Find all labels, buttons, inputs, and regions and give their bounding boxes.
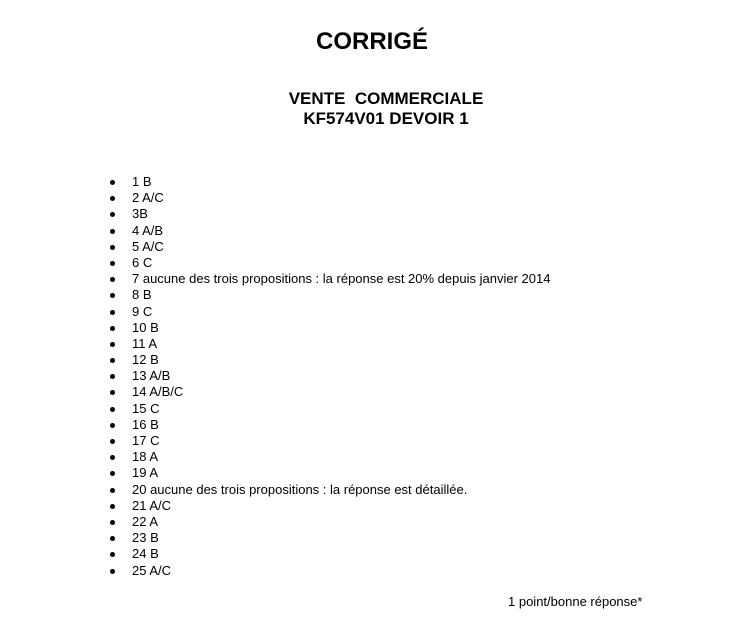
answer-text: 20 aucune des trois propositions : la réponse est détaillée. — [132, 481, 468, 497]
bullet-icon — [110, 229, 115, 234]
bullet-icon — [110, 488, 115, 493]
answer-text: 3B — [132, 206, 148, 222]
bullet-icon — [110, 342, 115, 347]
answer-text: 19 A — [132, 465, 159, 481]
answer-text: 5 A/C — [132, 238, 164, 254]
answer-item-19 — [106, 465, 550, 481]
answer-text: 8 B — [132, 287, 152, 303]
answer-item-8 — [106, 287, 550, 303]
answer-item-20 — [106, 482, 550, 498]
answer-item-15 — [106, 401, 550, 417]
bullet-icon — [110, 504, 115, 509]
answer-text: 22 A — [132, 513, 159, 529]
answer-item-14 — [106, 384, 550, 400]
bullet-icon — [110, 390, 115, 395]
answer-item-12 — [106, 352, 550, 368]
answer-item-23 — [106, 530, 550, 546]
bullet-icon — [110, 180, 115, 185]
answer-item-1 — [106, 174, 550, 190]
answer-text: 11 A — [132, 335, 158, 351]
bullet-icon — [110, 245, 115, 250]
answer-text: 15 C — [132, 400, 160, 416]
answer-text: 7 aucune des trois propositions : la réponse est 20% depuis janvier 2014 — [132, 271, 551, 287]
answer-text: 1 B — [132, 174, 152, 189]
answer-item-24 — [106, 546, 550, 562]
answer-text: 6 C — [132, 254, 153, 270]
answer-text: 2 A/C — [132, 190, 164, 206]
answer-item-11 — [106, 336, 550, 352]
document-title: CORRIGÉ — [315, 28, 428, 55]
answer-text: 16 B — [132, 416, 159, 432]
answer-text: 25 A/C — [132, 562, 172, 578]
answer-item-18 — [106, 449, 550, 465]
answer-text: 14 A/B/C — [132, 384, 184, 400]
answer-list — [106, 174, 550, 579]
answer-text: 21 A/C — [132, 497, 172, 513]
bullet-icon — [110, 471, 115, 476]
answer-item-7 — [106, 271, 550, 287]
bullet-icon — [110, 277, 115, 282]
bullet-icon — [110, 196, 115, 201]
answer-text: 13 A/B — [132, 368, 171, 384]
answer-item-2 — [106, 190, 550, 206]
bullet-icon — [110, 569, 115, 574]
answer-item-9 — [106, 304, 550, 320]
answer-text: 4 A/B — [132, 222, 164, 238]
answer-item-17 — [106, 433, 550, 449]
bullet-icon — [110, 536, 115, 541]
document-subtitle-course: VENTE COMMERCIALE — [288, 89, 484, 108]
bullet-icon — [110, 326, 115, 331]
answer-item-6 — [106, 255, 550, 271]
bullet-icon — [110, 439, 115, 444]
answer-text: 17 C — [132, 433, 160, 448]
answer-item-25 — [106, 563, 550, 579]
bullet-icon — [110, 423, 115, 428]
bullet-icon — [110, 310, 115, 315]
bullet-icon — [110, 293, 115, 298]
answer-item-21 — [106, 498, 550, 514]
bullet-icon — [110, 374, 115, 379]
answer-item-16 — [106, 417, 550, 433]
answer-item-3 — [106, 206, 550, 222]
bullet-icon — [110, 407, 115, 412]
answer-item-13 — [106, 368, 550, 384]
answer-item-5 — [106, 239, 550, 255]
bullet-icon — [110, 520, 115, 525]
answer-item-4 — [106, 223, 550, 239]
answer-item-10 — [106, 320, 550, 336]
answer-text: 18 A — [132, 449, 159, 465]
bullet-icon — [110, 358, 115, 363]
bullet-icon — [110, 552, 115, 557]
answer-item-22 — [106, 514, 550, 530]
bullet-icon — [110, 455, 115, 460]
answer-text: 10 B — [132, 319, 159, 335]
scoring-note: 1 point/bonne réponse* — [508, 594, 643, 609]
answer-text: 9 C — [132, 303, 153, 319]
bullet-icon — [110, 261, 115, 266]
answer-text: 12 B — [132, 352, 159, 368]
document-subtitle-assignment: KF574V01 DEVOIR 1 — [303, 109, 469, 128]
answer-text: 23 B — [132, 530, 159, 546]
answer-text: 24 B — [132, 546, 159, 562]
bullet-icon — [110, 212, 115, 217]
